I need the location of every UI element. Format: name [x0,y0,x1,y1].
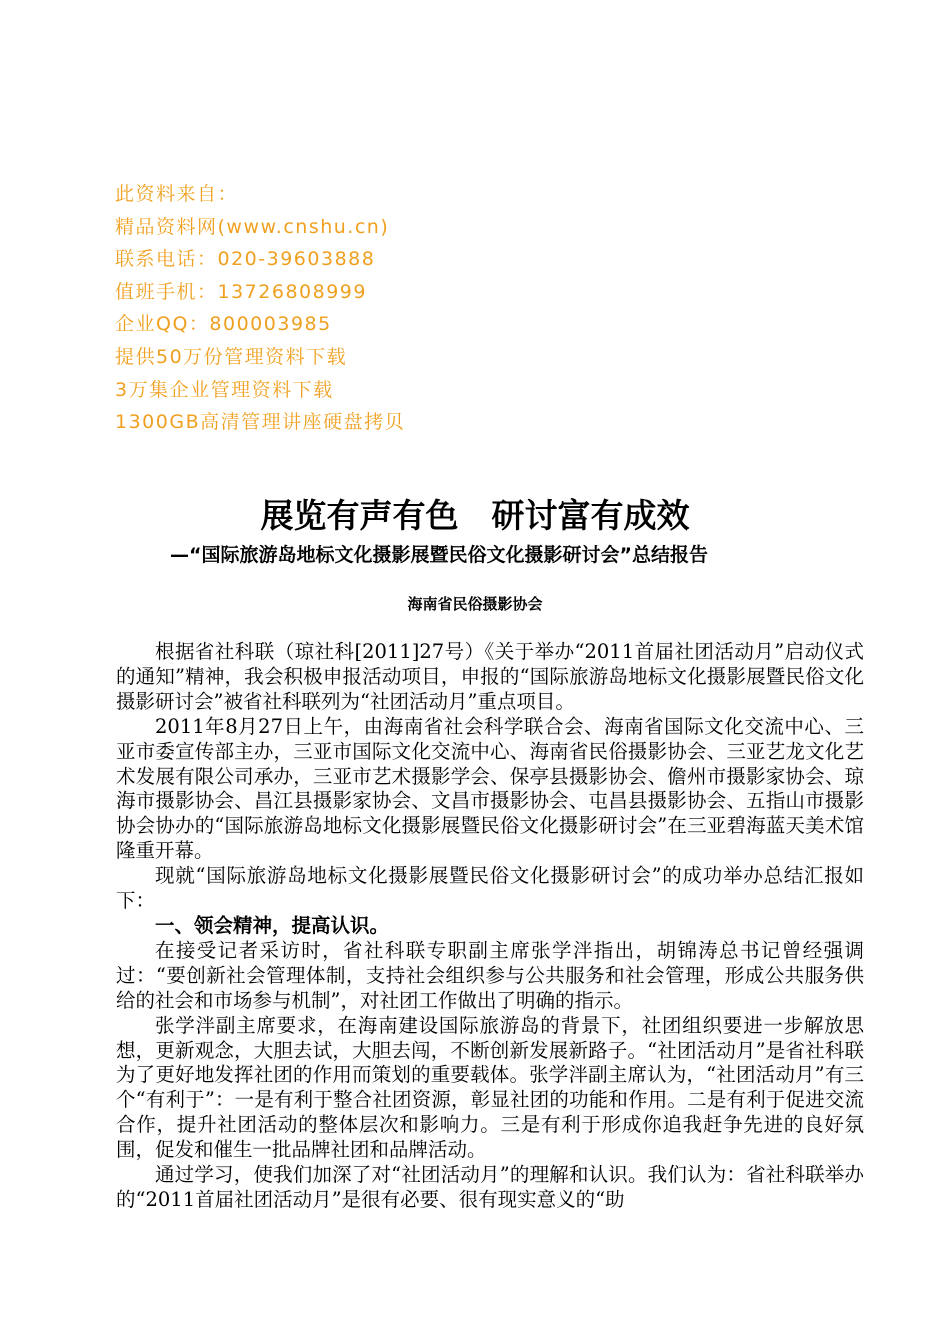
document-subtitle: —“国际旅游岛地标文化摄影展暨民俗文化摄影研讨会”总结报告 [170,544,708,566]
source-info-line: 此资料来自： [115,183,239,205]
document-body [116,640,864,1213]
source-offer-line: 1300GB高清管理讲座硬盘拷贝 [115,411,406,434]
document-title: 展览有声有色 研讨富有成效 [260,496,690,535]
document-author: 海南省民俗摄影协会 [407,595,543,613]
body-paragraph: 根据省社科联（琼社科[2011]27号）《关于举办“2011首届社团活动月”启动仪式的通知”精神，我会积极申报活动项目，申报的“国际旅游岛地标文化摄影展暨民俗文化摄影研讨会”被省社科联列为“社团活动月”重点项目。 [116,640,864,713]
source-mobile-line: 值班手机：13726808999 [115,280,367,303]
body-paragraph: 通过学习，使我们加深了对“社团活动月”的理解和认识。我们认为：省社科联举办的“2011首届社团活动月”是很有必要、很有现实意义的“助 [116,1163,864,1211]
source-info-block [115,178,815,439]
body-paragraph: 在接受记者采访时，省社科联专职副主席张学泮指出，胡锦涛总书记曾经强调过：“要创新社会管理体制，支持社会组织参与公共服务和社会管理，形成公共服务供给的社会和市场参与机制”，对社团工作做出了明确的指示。 [116,938,864,1012]
source-website-line: 精品资料网(www.cnshu.cn) [115,215,390,238]
body-paragraph: 现就“国际旅游岛地标文化摄影展暨民俗文化摄影研讨会”的成功举办总结汇报如下： [116,864,864,913]
source-qq-line: 企业QQ：800003985 [115,313,332,336]
body-paragraph: 张学泮副主席要求，在海南建设国际旅游岛的背景下，社团组织要进一步解放思想，更新观念，大胆去试，大胆去闯，不断创新发展新路子。“社团活动月”是省社科联为了更好地发挥社团的作用而策划的重要载体。张学泮副主席认为，“社团活动月”有三个“有利于”：一是有利于整合社团资源，彰显社团的功能和作用。二是有利于促进交流合作，提升社团活动的整体层次和影响力。三是有利于形成你追我赶争先进的良好氛围，促发和催生一批品牌社团和品牌活动。 [116,1013,864,1162]
section-heading: 一、领会精神，提高认识。 [155,913,390,937]
source-offer-line: 3万集企业管理资料下载 [115,378,334,401]
source-offer-line: 提供50万份管理资料下载 [115,345,348,368]
source-phone-line: 联系电话：020-39603888 [115,248,376,271]
body-paragraph: 2011年8月27日上午，由海南省社会科学联合会、海南省国际文化交流中心、三亚市委宣传部主办，三亚市国际文化交流中心、海南省民俗摄影协会、三亚艺龙文化艺术发展有限公司承办，三亚市艺术摄影学会、保亭县摄影协会、儋州市摄影家协会、琼海市摄影协会、昌江县摄影家协会、文昌市摄影协会、屯昌县摄影协会、五指山市摄影协会协办的“国际旅游岛地标文化摄影展暨民俗文化摄影研讨会”在三亚碧海蓝天美术馆隆重开幕。 [116,714,864,863]
